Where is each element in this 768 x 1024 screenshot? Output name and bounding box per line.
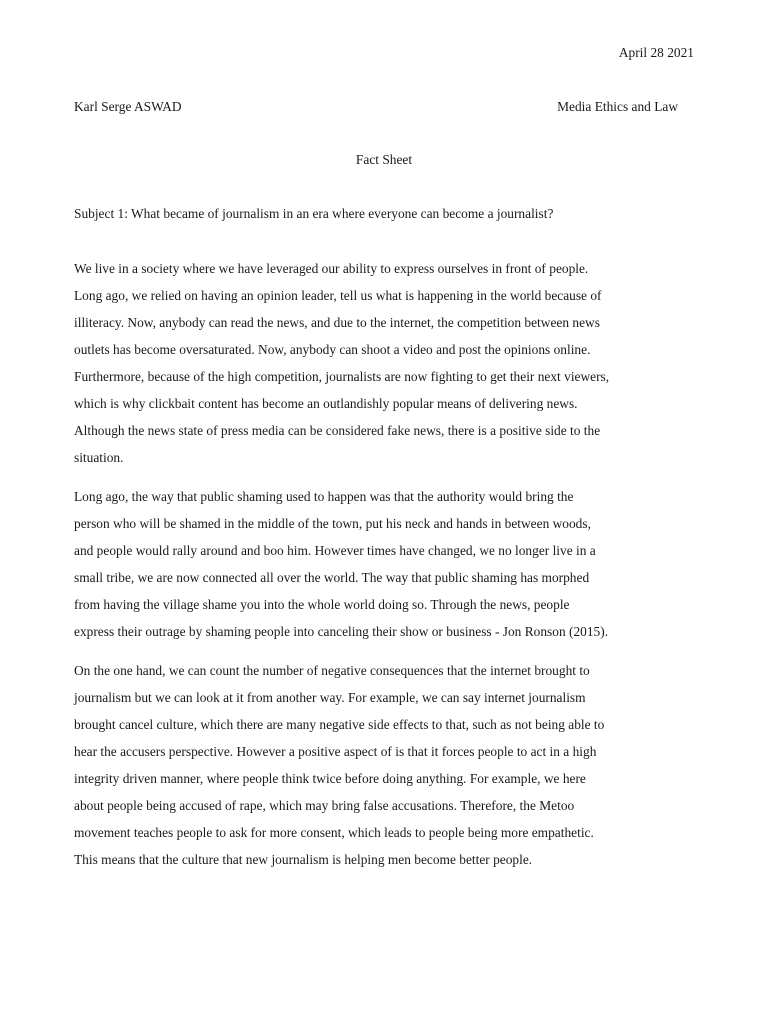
paragraph-line: Long ago, we relied on having an opinion leader, tell us what is happening in the world because of (74, 288, 602, 303)
paragraph-line: On the one hand, we can count the number of negative consequences that the internet brought to (74, 663, 590, 678)
paragraph-line: This means that the culture that new journalism is helping men become better people. (74, 852, 533, 867)
paragraph-line: situation. (74, 450, 124, 465)
author-name: Karl Serge ASWAD (74, 99, 182, 114)
paragraph-line: We live in a society where we have leveraged our ability to express ourselves in front of people. (74, 261, 589, 276)
paragraph-line: movement teaches people to ask for more consent, which leads to people being more empathetic. (74, 825, 594, 840)
document-date: April 28 2021 (618, 45, 694, 60)
paragraph-line: express their outrage by shaming people into canceling their show or business - Jon Ronson (2015). (74, 624, 609, 639)
paragraph-line: small tribe, we are now connected all over the world. The way that public shaming has morphed (74, 570, 590, 585)
paragraph-line: person who will be shamed in the middle of the town, put his neck and hands in between woods, (74, 516, 591, 531)
paragraph-line: and people would rally around and boo him. However times have changed, we no longer live in a (74, 543, 596, 558)
course-name: Media Ethics and Law (557, 99, 678, 114)
paragraph-line: Although the news state of press media can be considered fake news, there is a positive side to the (74, 423, 601, 438)
paragraph-line: Long ago, the way that public shaming used to happen was that the authority would bring the (74, 489, 574, 504)
paragraph-line: hear the accusers perspective. However a positive aspect of is that it forces people to act in a high (74, 744, 597, 759)
paragraph-line: journalism but we can look at it from another way. For example, we can say internet journalism (74, 690, 586, 705)
paragraph-line: brought cancel culture, which there are many negative side effects to that, such as not being able to (74, 717, 605, 732)
paragraph-line: illiteracy. Now, anybody can read the news, and due to the internet, the competition between news (74, 315, 600, 330)
paragraph-line: Furthermore, because of the high competition, journalists are now fighting to get their next viewers, (74, 369, 610, 384)
paragraph-3 (74, 657, 704, 873)
paragraph-line: outlets has become oversaturated. Now, anybody can shoot a video and post the opinions online. (74, 342, 591, 357)
paragraph-2 (74, 483, 704, 645)
paragraph-line: integrity driven manner, where people think twice before doing anything. For example, we here (74, 771, 586, 786)
paragraph-1 (74, 255, 704, 471)
document-title: Fact Sheet (355, 152, 413, 167)
paragraph-line: which is why clickbait content has become an outlandishly popular means of delivering news. (74, 396, 578, 411)
paragraph-line: about people being accused of rape, which may bring false accusations. Therefore, the Metoo (74, 798, 575, 813)
paragraph-line: from having the village shame you into the whole world doing so. Through the news, people (74, 597, 570, 612)
subject-line: Subject 1: What became of journalism in an era where everyone can become a journalist? (74, 206, 554, 221)
